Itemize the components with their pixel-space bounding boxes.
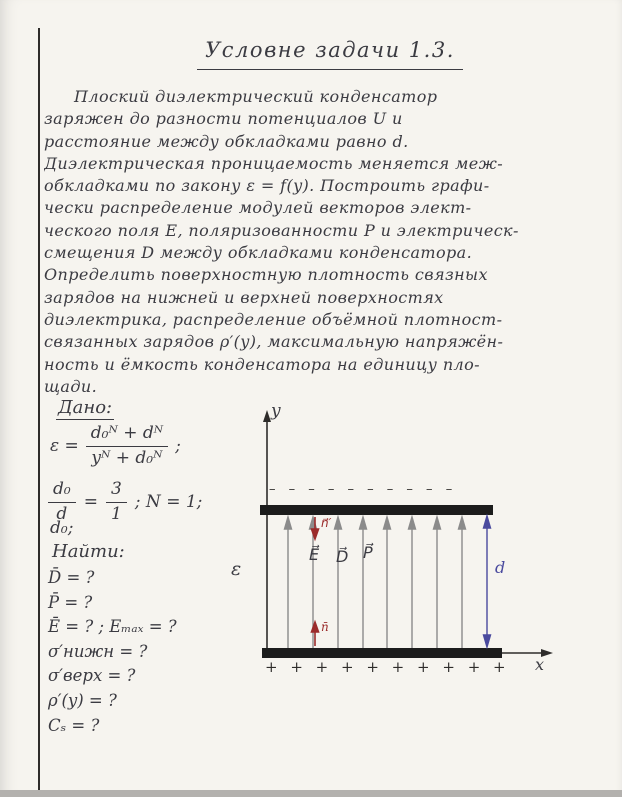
e-vector-label: E⃗ — [309, 545, 320, 564]
paragraph-line: ность и ёмкость конденсатора на единицу пло- — [44, 354, 480, 374]
fraction-numerator: d₀ — [48, 480, 76, 503]
x-axis — [501, 649, 553, 657]
d0-given-line: d₀; — [50, 518, 74, 538]
p-vector-label: P⃗ — [363, 543, 373, 562]
fraction-denominator: d — [56, 503, 68, 524]
field-arrows — [285, 517, 466, 648]
find-item: Cₛ = ? — [48, 715, 100, 735]
fraction-numerator: d₀ᴺ + dᴺ — [86, 424, 168, 447]
paragraph-line: связанных зарядов ρ′(y), максимальную напряжён- — [44, 332, 504, 352]
three-over-one-fraction — [106, 480, 127, 524]
given-heading: Дано: — [58, 397, 113, 418]
paragraph-line: щади. — [44, 376, 98, 396]
paragraph-line: Определить поверхностную плотность связных — [44, 265, 488, 285]
capacitor-diagram-drawing — [225, 403, 575, 698]
find-item: D̄ = ? — [48, 568, 95, 587]
y-axis — [263, 410, 271, 655]
formula-tail: ; — [175, 436, 181, 457]
minus-charges-row: – – – – – – – – – – — [269, 482, 453, 497]
epsilon-label: ε — [231, 558, 242, 580]
margin-line — [38, 28, 40, 797]
gap-dimension-arrow — [484, 516, 491, 647]
find-item: Ē = ? ; Eₘₐₓ = ? — [48, 617, 177, 637]
permittivity-formula — [50, 424, 181, 468]
find-heading: Найти: — [52, 541, 125, 562]
y-axis-label: y — [271, 401, 281, 421]
page-title: Условне задачи 1.3. — [197, 38, 463, 70]
x-axis-label: x — [535, 655, 545, 674]
capacitor-diagram — [225, 403, 575, 698]
bottom-plate — [262, 648, 502, 658]
paragraph-line: смещения D между обкладками конденсатора. — [44, 243, 473, 263]
top-plate — [260, 505, 493, 515]
find-item: ρ′(y) = ? — [48, 690, 117, 710]
fraction-denominator: 1 — [110, 503, 122, 524]
paragraph-line: диэлектрика, распределение объёмной плотност- — [44, 309, 503, 329]
problem-statement — [44, 86, 622, 398]
d-vector-label: D⃗ — [336, 547, 349, 566]
paragraph-line: обкладками по закону ε = f(y). Построить графи- — [44, 176, 490, 196]
normal-top-label: n⃗′ — [321, 516, 332, 530]
find-list — [48, 566, 177, 738]
paragraph-line: Диэлектрическая проницаемость меняется меж- — [44, 153, 504, 173]
fraction-denominator: yᴺ + d₀ᴺ — [91, 447, 163, 468]
paragraph-line: заряжен до разности потенциалов U и — [44, 109, 403, 129]
ratio-tail: ; N = 1; — [134, 492, 203, 513]
gap-dimension-label: d — [495, 558, 506, 577]
plus-charges-row: + + + + + + + + + + — [265, 658, 506, 676]
find-item: σ′нижн = ? — [48, 641, 148, 661]
paragraph-line: чески распределение модулей векторов элект- — [44, 198, 472, 218]
title-wrap — [185, 38, 475, 70]
paragraph-line: ческого поля E, поляризованности P и электрическ- — [44, 220, 519, 240]
normal-bottom-label: n̄ — [321, 620, 329, 634]
fraction-numerator: 3 — [106, 480, 127, 503]
permittivity-fraction — [86, 424, 168, 468]
find-item: P̄ = ? — [48, 592, 93, 612]
photo-edge-band — [0, 790, 622, 797]
paragraph-line: расстояние между обкладками равно d. — [44, 131, 409, 151]
find-item: σ′верх = ? — [48, 666, 136, 686]
equals-sign: = — [83, 492, 98, 513]
paragraph-line: зарядов на нижней и верхней поверхностях — [44, 287, 444, 307]
epsilon-lhs: ε = — [50, 436, 79, 457]
paragraph-line: Плоский диэлектрический конденсатор — [74, 87, 438, 106]
